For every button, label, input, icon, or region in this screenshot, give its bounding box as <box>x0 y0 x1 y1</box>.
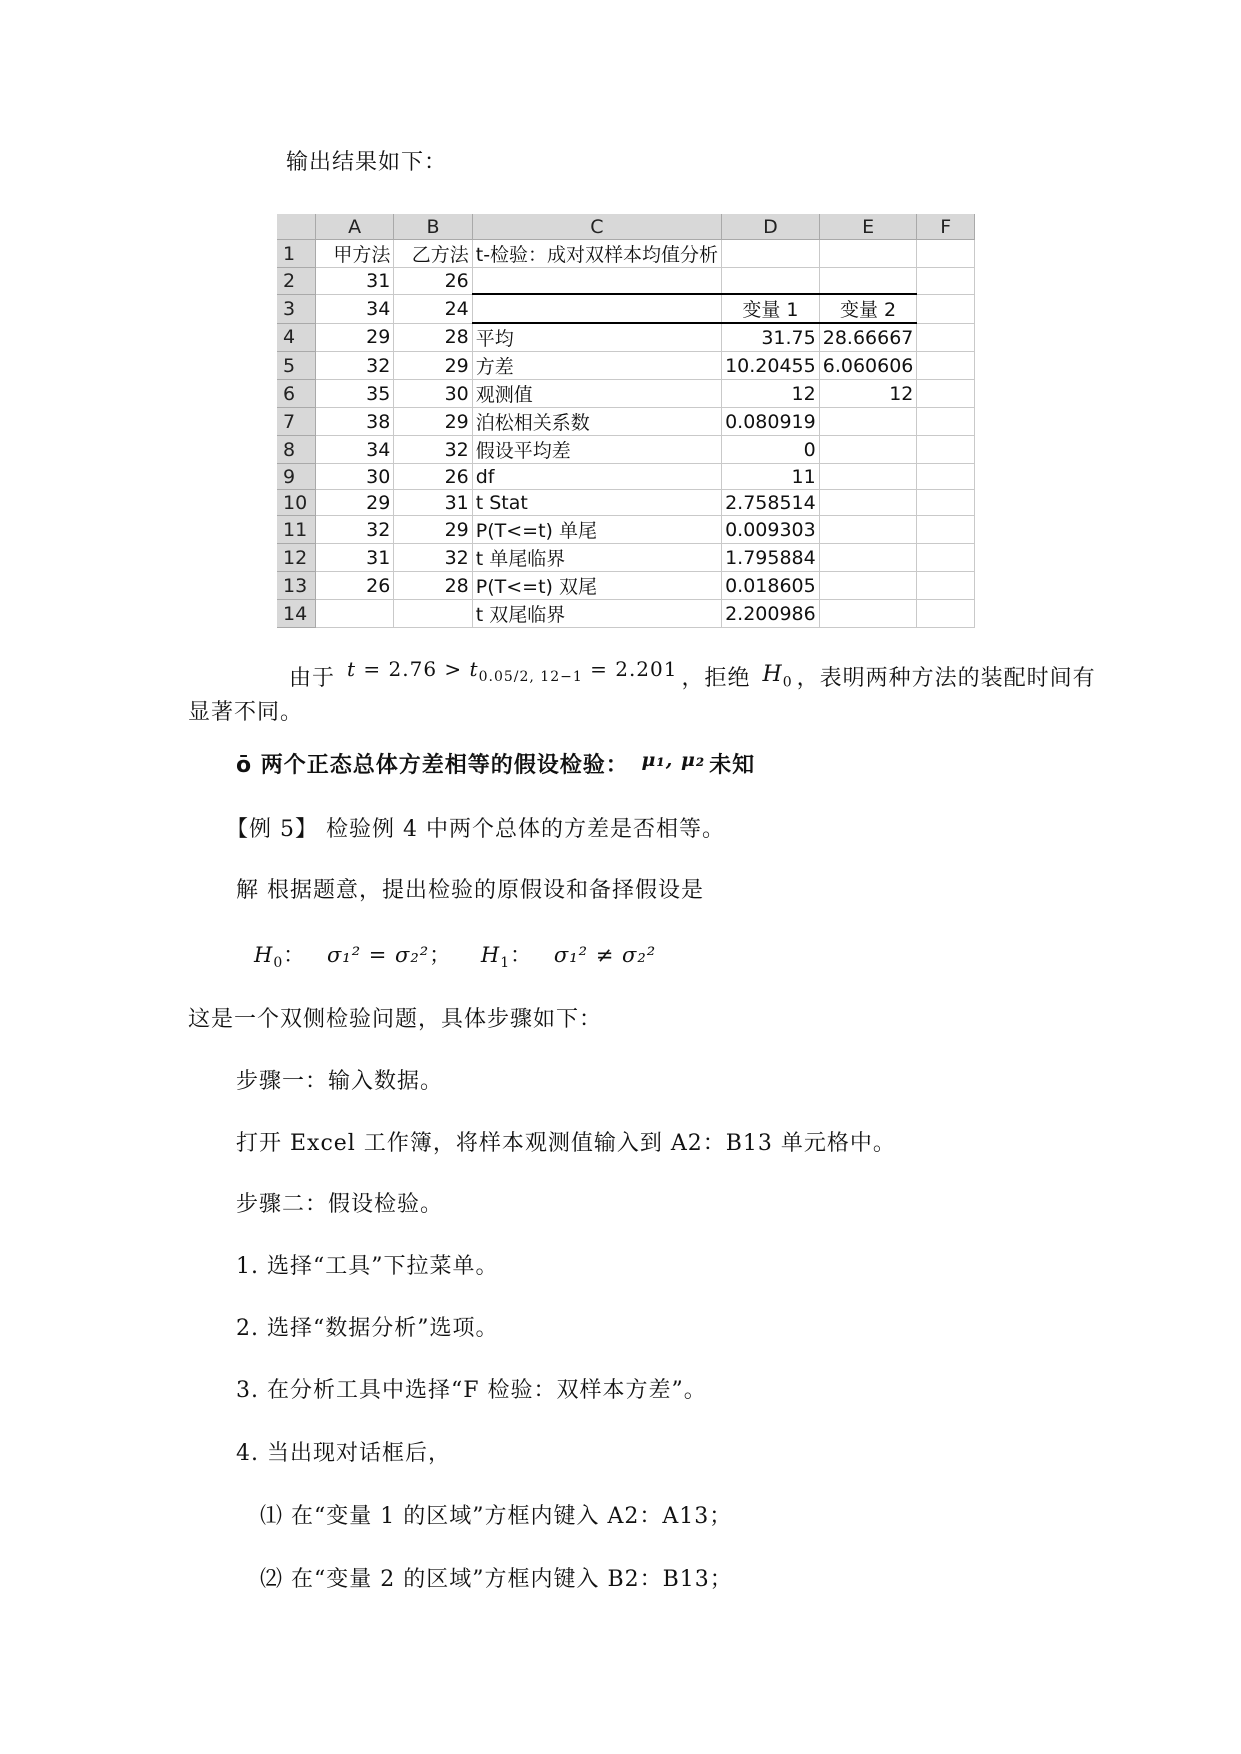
cell-f <box>917 240 975 268</box>
example-text: 【例 5】 检验例 4 中两个总体的方差是否相等。 <box>226 817 725 842</box>
cell-e <box>819 240 917 268</box>
table-row <box>277 380 975 408</box>
cell-c: 假设平均差 <box>472 436 721 464</box>
table-row <box>277 268 975 295</box>
column-header-d: D <box>722 214 820 240</box>
cell-e <box>819 464 917 490</box>
cell-b: 24 <box>394 294 472 323</box>
cell-d <box>722 240 820 268</box>
cell-e <box>819 600 917 628</box>
table-row <box>277 408 975 436</box>
cell-d: 0.080919 <box>722 408 820 436</box>
table-row <box>277 572 975 600</box>
cell-f <box>917 544 975 572</box>
conclusion-suffix: ，表明两种方法的装配时间有 <box>796 666 1096 691</box>
table-row <box>277 240 975 268</box>
row-header: 11 <box>277 516 315 544</box>
table-row <box>277 294 975 323</box>
cell-a: 31 <box>315 544 393 572</box>
cell-f <box>917 490 975 516</box>
cell-d <box>722 268 820 295</box>
cell-f <box>917 572 975 600</box>
cell-e <box>819 516 917 544</box>
cell-a: 34 <box>315 436 393 464</box>
column-header-c: C <box>472 214 721 240</box>
step-item-3: 3. 在分析工具中选择“F 检验：双样本方差”。 <box>236 1378 707 1403</box>
row-header: 4 <box>277 323 315 352</box>
conclusion-prefix: 由于 <box>289 666 336 691</box>
cell-d: 12 <box>722 380 820 408</box>
cell-e <box>819 268 917 295</box>
step-one: 步骤一：输入数据。 <box>236 1069 444 1094</box>
cell-d: 0.018605 <box>722 572 820 600</box>
intro-text: 输出结果如下： <box>286 150 448 175</box>
cell-f <box>917 464 975 490</box>
sub-step-1: ⑴ 在“变量 1 的区域”方框内键入 A2：A13； <box>260 1504 733 1529</box>
cell-e <box>819 572 917 600</box>
cell-f <box>917 323 975 352</box>
cell-e <box>819 490 917 516</box>
step-item-4: 4. 当出现对话框后， <box>236 1441 451 1466</box>
cell-b: 32 <box>394 436 472 464</box>
hyp-h0: $H_0$ <box>254 943 284 972</box>
cell-d: 变量 1 <box>722 294 820 323</box>
cell-b: 26 <box>394 464 472 490</box>
cell-c: 方差 <box>472 352 721 380</box>
cell-c <box>472 268 721 295</box>
column-header-row <box>277 214 975 240</box>
column-header-e: E <box>819 214 917 240</box>
cell-b: 28 <box>394 323 472 352</box>
heading-tail: 未知 <box>709 753 756 778</box>
cell-b: 29 <box>394 516 472 544</box>
cell-a: 34 <box>315 294 393 323</box>
table-row <box>277 464 975 490</box>
cell-e <box>819 436 917 464</box>
cell-f <box>917 600 975 628</box>
cell-d: 1.795884 <box>722 544 820 572</box>
cell-a: 31 <box>315 268 393 295</box>
cell-d: 2.200986 <box>722 600 820 628</box>
conclusion-h0: $H_0$ <box>762 662 793 691</box>
cell-b: 28 <box>394 572 472 600</box>
solution-text: 解 根据题意，提出检验的原假设和备择假设是 <box>236 878 704 903</box>
cell-e: 变量 2 <box>819 294 917 323</box>
cell-a: 35 <box>315 380 393 408</box>
row-header: 7 <box>277 408 315 436</box>
cell-c: df <box>472 464 721 490</box>
cell-a: 甲方法 <box>315 240 393 268</box>
step-item-2: 2. 选择“数据分析”选项。 <box>236 1316 499 1341</box>
cell-e: 6.060606 <box>819 352 917 380</box>
hypotheses: $H_0$： σ₁² = σ₂²； $H_1$： σ₁² ≠ σ₂² <box>254 943 657 972</box>
cell-f <box>917 268 975 295</box>
spreadsheet-table <box>277 214 975 628</box>
cell-a: 29 <box>315 323 393 352</box>
table-row <box>277 600 975 628</box>
row-header: 5 <box>277 352 315 380</box>
table-row <box>277 544 975 572</box>
cell-c: t 双尾临界 <box>472 600 721 628</box>
cell-a: 26 <box>315 572 393 600</box>
cell-d: 0 <box>722 436 820 464</box>
cell-c: 观测值 <box>472 380 721 408</box>
cell-e <box>819 544 917 572</box>
cell-e: 28.66667 <box>819 323 917 352</box>
cell-b: 29 <box>394 352 472 380</box>
row-header: 2 <box>277 268 315 295</box>
conclusion-mid: ，拒绝 <box>681 666 751 691</box>
cell-d: 2.758514 <box>722 490 820 516</box>
row-header: 9 <box>277 464 315 490</box>
cell-a: 32 <box>315 352 393 380</box>
table-row <box>277 490 975 516</box>
cell-d: 31.75 <box>722 323 820 352</box>
cell-a <box>315 600 393 628</box>
cell-d: 10.20455 <box>722 352 820 380</box>
cell-e: 12 <box>819 380 917 408</box>
cell-f <box>917 436 975 464</box>
row-header: 14 <box>277 600 315 628</box>
cell-b: 29 <box>394 408 472 436</box>
cell-d: 11 <box>722 464 820 490</box>
table-row <box>277 352 975 380</box>
cell-c: t 单尾临界 <box>472 544 721 572</box>
cell-c: P(T<=t) 单尾 <box>472 516 721 544</box>
cell-f <box>917 408 975 436</box>
cell-c: 平均 <box>472 323 721 352</box>
hyp-h1-expr: σ₁² ≠ σ₂² <box>553 943 657 967</box>
cell-f <box>917 294 975 323</box>
cell-a: 38 <box>315 408 393 436</box>
step-item-1: 1. 选择“工具”下拉菜单。 <box>236 1254 499 1279</box>
cell-f <box>917 352 975 380</box>
cell-b: 31 <box>394 490 472 516</box>
conclusion-line-2: 显著不同。 <box>188 700 304 725</box>
step-two: 步骤二：假设检验。 <box>236 1192 444 1217</box>
hyp-h1: $H_1$ <box>480 943 511 972</box>
row-header: 12 <box>277 544 315 572</box>
table-row <box>277 436 975 464</box>
cell-c: 泊松相关系数 <box>472 408 721 436</box>
cell-a: 29 <box>315 490 393 516</box>
heading-bullet: ō <box>236 753 253 778</box>
cell-e <box>819 408 917 436</box>
cell-c: t-检验：成对双样本均值分析 <box>472 240 721 268</box>
cell-b: 乙方法 <box>394 240 472 268</box>
column-header-a: A <box>315 214 393 240</box>
conclusion-line <box>289 657 1096 701</box>
row-header: 3 <box>277 294 315 323</box>
column-header-f: F <box>917 214 975 240</box>
body-line-1: 这是一个双侧检验问题，具体步骤如下： <box>188 1007 603 1032</box>
cell-c <box>472 294 721 323</box>
heading-mu: μ₁, μ₂ <box>641 749 706 771</box>
cell-b: 32 <box>394 544 472 572</box>
cell-b <box>394 600 472 628</box>
cell-f <box>917 380 975 408</box>
cell-b: 30 <box>394 380 472 408</box>
cell-c: P(T<=t) 双尾 <box>472 572 721 600</box>
cell-c: t Stat <box>472 490 721 516</box>
step-one-detail: 打开 Excel 工作簿，将样本观测值输入到 A2：B13 单元格中。 <box>236 1131 896 1156</box>
cell-a: 30 <box>315 464 393 490</box>
hyp-h0-expr: σ₁² = σ₂² <box>326 943 430 967</box>
cell-d: 0.009303 <box>722 516 820 544</box>
table-row <box>277 516 975 544</box>
cell-b: 26 <box>394 268 472 295</box>
row-header: 6 <box>277 380 315 408</box>
sub-step-2: ⑵ 在“变量 2 的区域”方框内键入 B2：B13； <box>260 1567 733 1592</box>
table-row <box>277 323 975 352</box>
heading-text: 两个正态总体方差相等的假设检验： <box>260 753 629 778</box>
row-header: 10 <box>277 490 315 516</box>
cell-f <box>917 516 975 544</box>
row-header: 8 <box>277 436 315 464</box>
corner-cell <box>277 214 315 240</box>
row-header: 13 <box>277 572 315 600</box>
section-heading <box>236 751 755 781</box>
conclusion-formula: $t = 2.76 > t_{0.05/2, 12-1} = 2.201$ <box>347 657 678 685</box>
spreadsheet-screenshot <box>277 214 975 626</box>
row-header: 1 <box>277 240 315 268</box>
column-header-b: B <box>394 214 472 240</box>
cell-a: 32 <box>315 516 393 544</box>
